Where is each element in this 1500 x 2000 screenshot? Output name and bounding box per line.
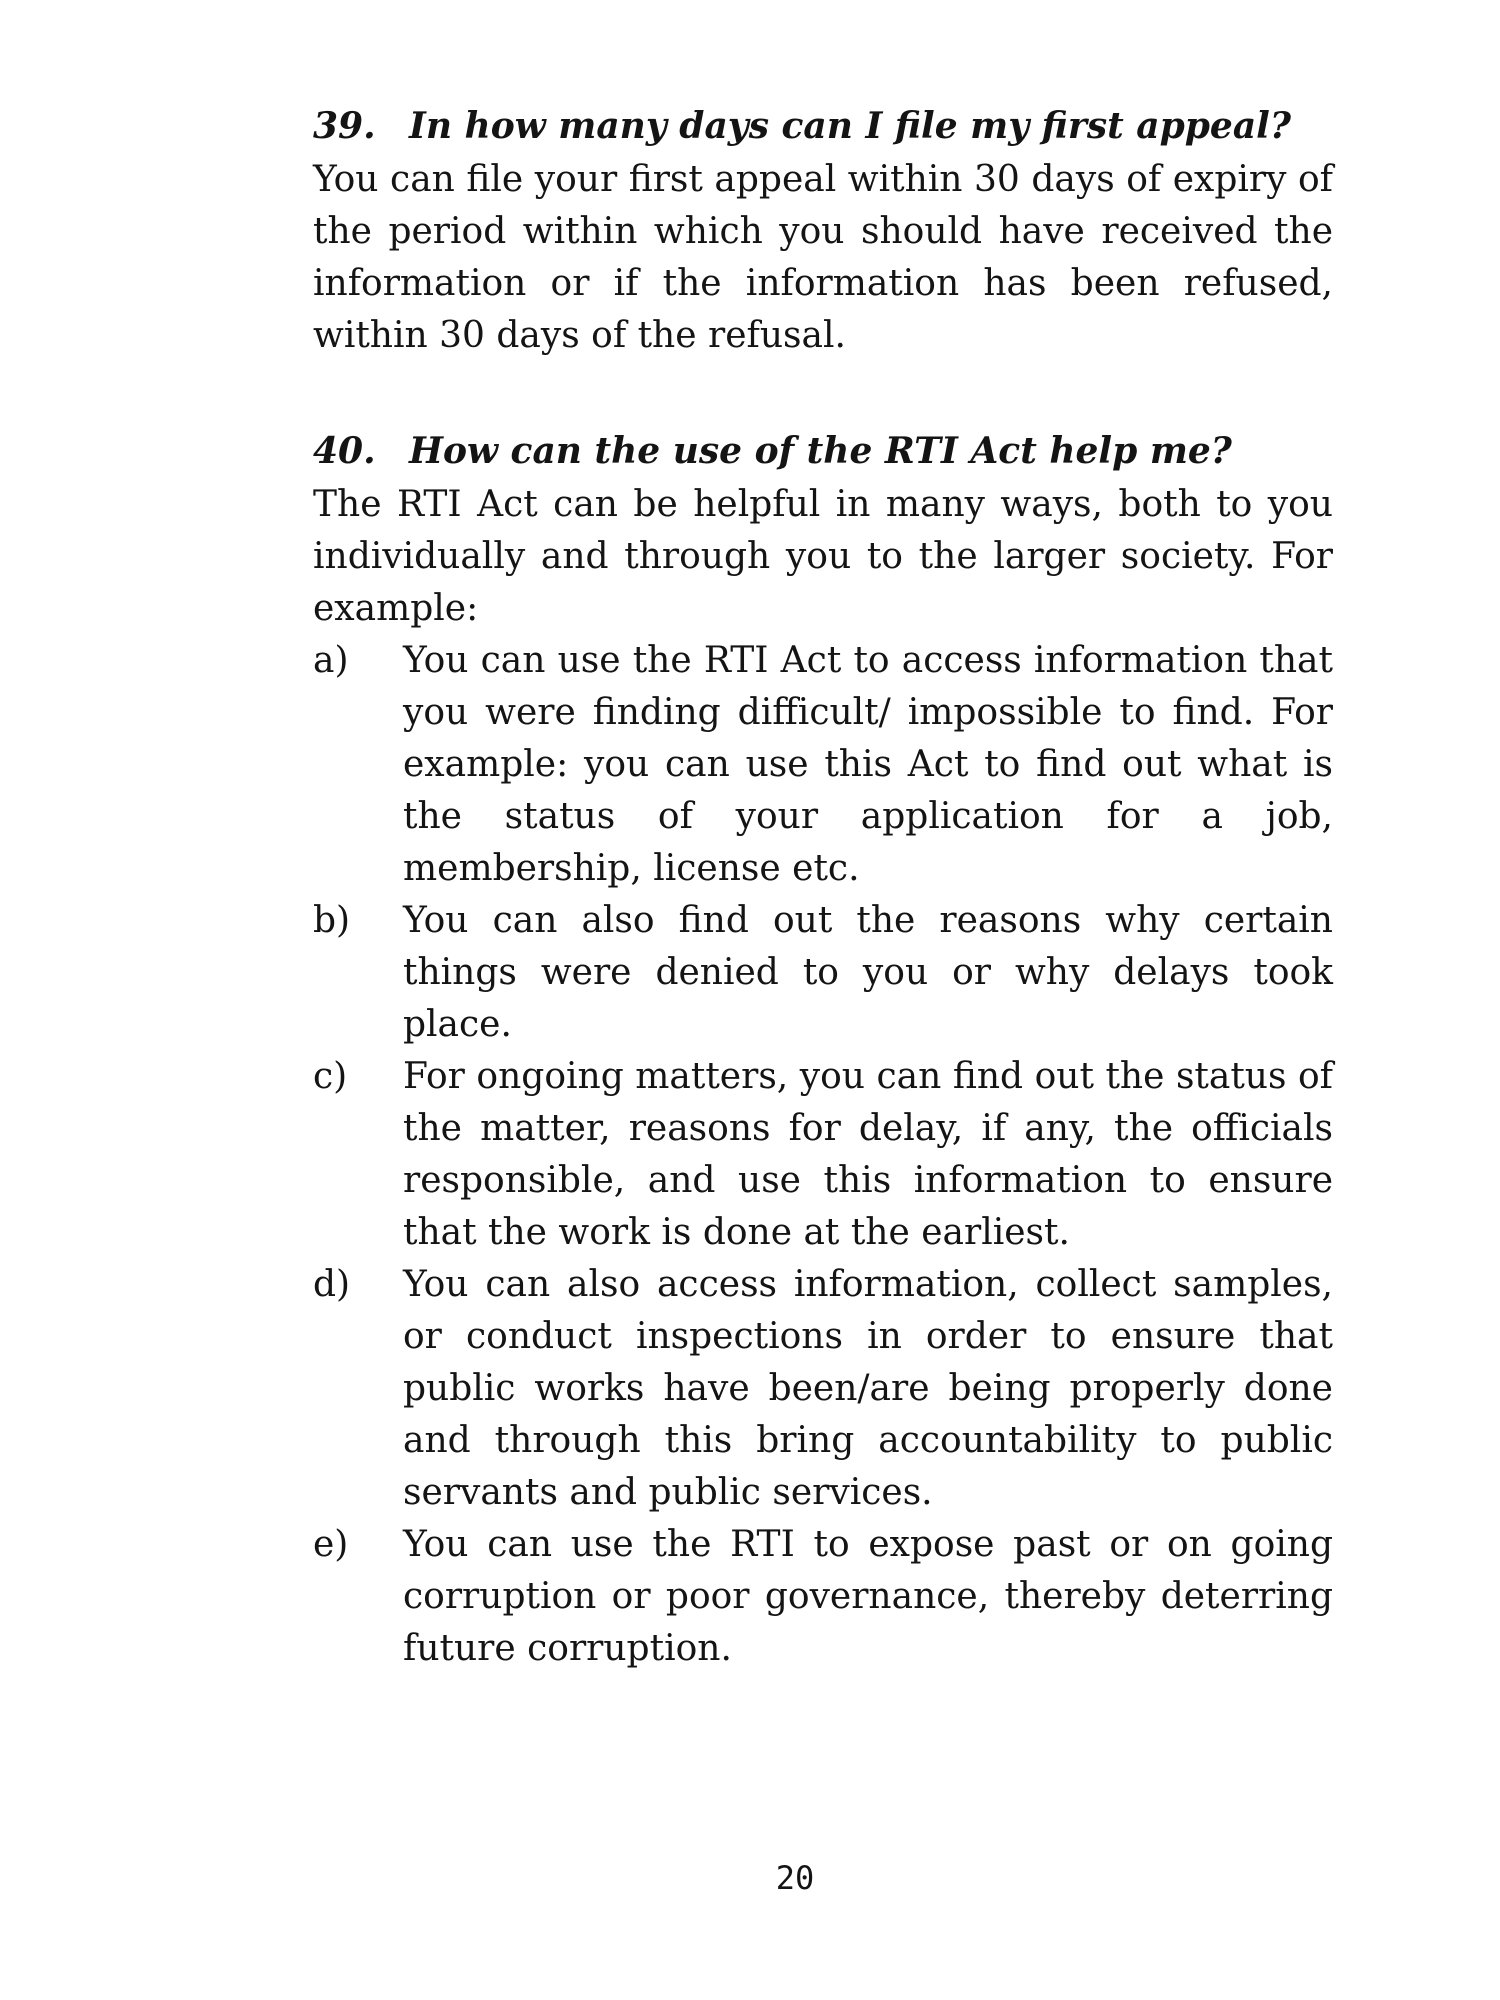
- examples-list: [313, 635, 1333, 1675]
- list-marker-e: e): [313, 1524, 349, 1565]
- list-marker-b: b): [313, 900, 351, 941]
- list-item-c: [313, 1051, 1333, 1259]
- page-number: 20: [775, 1859, 815, 1897]
- list-text-e: You can use the RTI to expose past or on going corruption or poor governance, thereby deterring future corruption.: [403, 1524, 1333, 1669]
- question-39-answer: You can file your first appeal within 30 days of expiry of the period within which you should have received the information or if the information has been refused, within 30 days of the refusal.: [313, 159, 1333, 356]
- list-item-e: [313, 1519, 1333, 1675]
- question-39-number: 39.: [313, 105, 376, 147]
- list-item-b: [313, 895, 1333, 1051]
- list-marker-d: d): [313, 1264, 351, 1305]
- question-39-section: [313, 100, 1333, 362]
- question-39-heading: [313, 100, 1333, 152]
- question-40-title: How can the use of the RTI Act help me?: [409, 430, 1232, 472]
- question-40-heading: [313, 425, 1333, 477]
- question-40-number: 40.: [313, 430, 376, 472]
- list-item-a: [313, 635, 1333, 895]
- question-40-intro: The RTI Act can be helpful in many ways, both to you individually and through you to the larger society. For example:: [313, 484, 1333, 629]
- list-marker-a: a): [313, 640, 349, 681]
- question-39-title: In how many days can I file my first appeal?: [409, 105, 1291, 147]
- list-text-c: For ongoing matters, you can find out the status of the matter, reasons for delay, if any, the officials responsible, and use this information to ensure that the work is done at the earliest.: [403, 1056, 1333, 1253]
- list-text-a: You can use the RTI Act to access information that you were finding difficult/ impossible to find. For example: you can use this Act to find out what is the status of your application for a job, membership, license etc.: [403, 640, 1333, 889]
- list-marker-c: c): [313, 1056, 348, 1097]
- list-text-b: You can also find out the reasons why certain things were denied to you or why delays took place.: [403, 900, 1333, 1045]
- question-40-section: [313, 425, 1333, 1675]
- list-text-d: You can also access information, collect samples, or conduct inspections in order to ensure that public works have been/are being properly done and through this bring accountability to public servants and public services.: [403, 1264, 1333, 1513]
- list-item-d: [313, 1259, 1333, 1519]
